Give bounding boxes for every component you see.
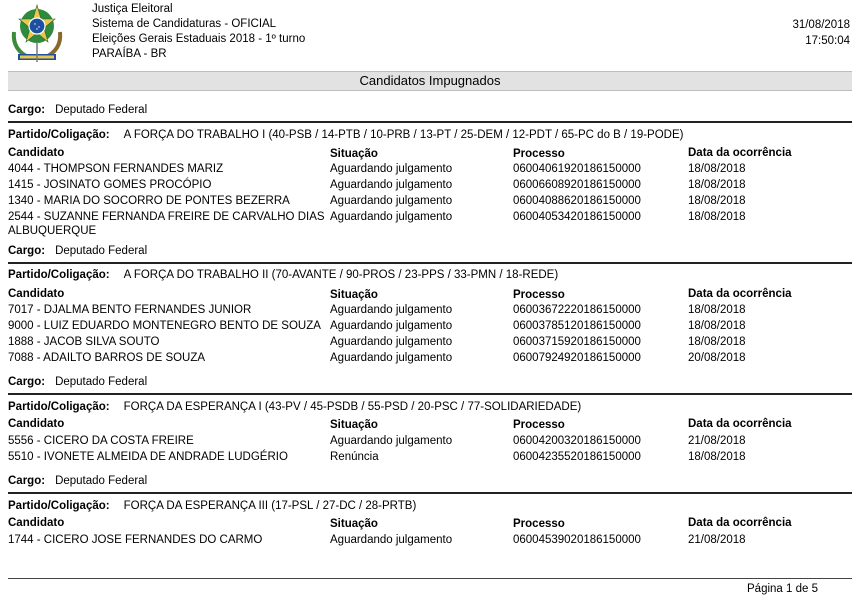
situacao-cell: Aguardando julgamento <box>330 534 453 546</box>
data-cell: 18/08/2018 <box>688 195 746 207</box>
data-cell: 18/08/2018 <box>688 451 746 463</box>
processo-cell: 06004200320186150000 <box>513 435 641 447</box>
processo-cell: 06004539020186150000 <box>513 534 641 546</box>
processo-cell: 06004061920186150000 <box>513 163 641 175</box>
divider <box>8 393 852 395</box>
cargo-value: Deputado Federal <box>55 376 148 388</box>
cargo-line <box>8 104 147 116</box>
report-header <box>0 0 860 72</box>
cargo-line <box>8 376 147 388</box>
col-header-situacao: Situação <box>330 419 378 431</box>
candidato-cell-continued: ALBUQUERQUE <box>8 225 97 237</box>
partido-line <box>8 500 416 512</box>
processo-cell: 06003715920186150000 <box>513 336 641 348</box>
partido-value: FORÇA DA ESPERANÇA I (43-PV / 45-PSDB / 55-PSD / 20-PSC / 77-SOLIDARIEDADE) <box>123 401 582 413</box>
candidato-cell: 4044 - THOMPSON FERNANDES MARIZ <box>8 163 224 175</box>
system-name: Sistema de Candidaturas - OFICIAL <box>92 18 277 30</box>
situacao-cell: Aguardando julgamento <box>330 304 453 316</box>
divider <box>8 121 852 123</box>
election-name: Eleições Gerais Estaduais 2018 - 1º turno <box>92 33 306 45</box>
candidato-cell: 1888 - JACOB SILVA SOUTO <box>8 336 160 348</box>
col-header-processo: Processo <box>513 289 565 301</box>
header-title-block <box>92 2 305 62</box>
cargo-label: Cargo: <box>8 245 46 257</box>
partido-value: A FORÇA DO TRABALHO I (40-PSB / 14-PTB / 10-PRB / 13-PT / 25-DEM / 12-PDT / 65-PC do B / 19-PODE) <box>123 129 684 141</box>
col-header-data: Data da ocorrência <box>688 418 792 430</box>
header-timestamp <box>792 17 850 49</box>
partido-value: FORÇA DA ESPERANÇA III (17-PSL / 27-DC / 28-PRTB) <box>123 500 417 512</box>
situacao-cell: Aguardando julgamento <box>330 352 453 364</box>
partido-label: Partido/Coligação: <box>8 500 110 512</box>
candidato-cell: 1340 - MARIA DO SOCORRO DE PONTES BEZERRA <box>8 195 290 207</box>
partido-value: A FORÇA DO TRABALHO II (70-AVANTE / 90-PROS / 23-PPS / 33-PMN / 18-REDE) <box>123 269 559 281</box>
col-header-processo: Processo <box>513 419 565 431</box>
col-header-situacao: Situação <box>330 289 378 301</box>
partido-label: Partido/Coligação: <box>8 129 110 141</box>
footer-divider <box>8 578 852 579</box>
data-cell: 18/08/2018 <box>688 179 746 191</box>
cargo-label: Cargo: <box>8 104 46 116</box>
candidato-cell: 5556 - CICERO DA COSTA FREIRE <box>8 435 194 447</box>
data-cell: 21/08/2018 <box>688 435 746 447</box>
situacao-cell: Aguardando julgamento <box>330 211 453 223</box>
situacao-cell: Aguardando julgamento <box>330 163 453 175</box>
processo-cell: 06004235520186150000 <box>513 451 641 463</box>
processo-cell: 06006608920186150000 <box>513 179 641 191</box>
partido-label: Partido/Coligação: <box>8 269 110 281</box>
institution-name: Justiça Eleitoral <box>92 3 173 15</box>
candidato-cell: 1744 - CICERO JOSE FERNANDES DO CARMO <box>8 534 263 546</box>
processo-cell: 06004088620186150000 <box>513 195 641 207</box>
situacao-cell: Aguardando julgamento <box>330 179 453 191</box>
divider <box>8 262 852 264</box>
cargo-line <box>8 245 147 257</box>
situacao-cell: Renúncia <box>330 451 379 463</box>
cargo-value: Deputado Federal <box>55 104 148 116</box>
col-header-candidato: Candidato <box>8 288 65 300</box>
report-date: 31/08/2018 <box>792 19 850 31</box>
data-cell: 20/08/2018 <box>688 352 746 364</box>
data-cell: 18/08/2018 <box>688 320 746 332</box>
col-header-situacao: Situação <box>330 148 378 160</box>
partido-line <box>8 129 683 141</box>
col-header-data: Data da ocorrência <box>688 288 792 300</box>
situacao-cell: Aguardando julgamento <box>330 320 453 332</box>
candidato-cell: 7088 - ADAILTO BARROS DE SOUZA <box>8 352 206 364</box>
col-header-situacao: Situação <box>330 518 378 530</box>
partido-line <box>8 269 558 281</box>
partido-label: Partido/Coligação: <box>8 401 110 413</box>
col-header-processo: Processo <box>513 518 565 530</box>
col-header-data: Data da ocorrência <box>688 147 792 159</box>
page-number: Página 1 de 5 <box>747 583 818 595</box>
processo-cell: 06003785120186150000 <box>513 320 641 332</box>
cargo-line <box>8 475 147 487</box>
data-cell: 18/08/2018 <box>688 304 746 316</box>
data-cell: 18/08/2018 <box>688 211 746 223</box>
report-time: 17:50:04 <box>805 35 850 47</box>
cargo-label: Cargo: <box>8 376 46 388</box>
brazil-coat-of-arms-icon <box>8 2 66 68</box>
col-header-data: Data da ocorrência <box>688 517 792 529</box>
situacao-cell: Aguardando julgamento <box>330 336 453 348</box>
col-header-candidato: Candidato <box>8 147 65 159</box>
col-header-candidato: Candidato <box>8 517 65 529</box>
cargo-value: Deputado Federal <box>55 245 148 257</box>
situacao-cell: Aguardando julgamento <box>330 195 453 207</box>
candidato-cell: 1415 - JOSINATO GOMES PROCÓPIO <box>8 179 212 191</box>
divider <box>8 492 852 494</box>
data-cell: 18/08/2018 <box>688 336 746 348</box>
cargo-value: Deputado Federal <box>55 475 148 487</box>
candidato-cell: 7017 - DJALMA BENTO FERNANDES JUNIOR <box>8 304 252 316</box>
data-cell: 18/08/2018 <box>688 163 746 175</box>
col-header-candidato: Candidato <box>8 418 65 430</box>
report-title: Candidatos Impugnados <box>8 71 852 91</box>
col-header-processo: Processo <box>513 148 565 160</box>
processo-cell: 06004053420186150000 <box>513 211 641 223</box>
partido-line <box>8 401 581 413</box>
processo-cell: 06007924920186150000 <box>513 352 641 364</box>
cargo-label: Cargo: <box>8 475 46 487</box>
situacao-cell: Aguardando julgamento <box>330 435 453 447</box>
candidato-cell: 5510 - IVONETE ALMEIDA DE ANDRADE LUDGÉRIO <box>8 451 288 463</box>
candidato-cell: 2544 - SUZANNE FERNANDA FREIRE DE CARVALHO DIAS <box>8 211 325 223</box>
state-name: PARAÍBA - BR <box>92 48 167 60</box>
processo-cell: 06003672220186150000 <box>513 304 641 316</box>
data-cell: 21/08/2018 <box>688 534 746 546</box>
candidato-cell: 9000 - LUIZ EDUARDO MONTENEGRO BENTO DE SOUZA <box>8 320 321 332</box>
